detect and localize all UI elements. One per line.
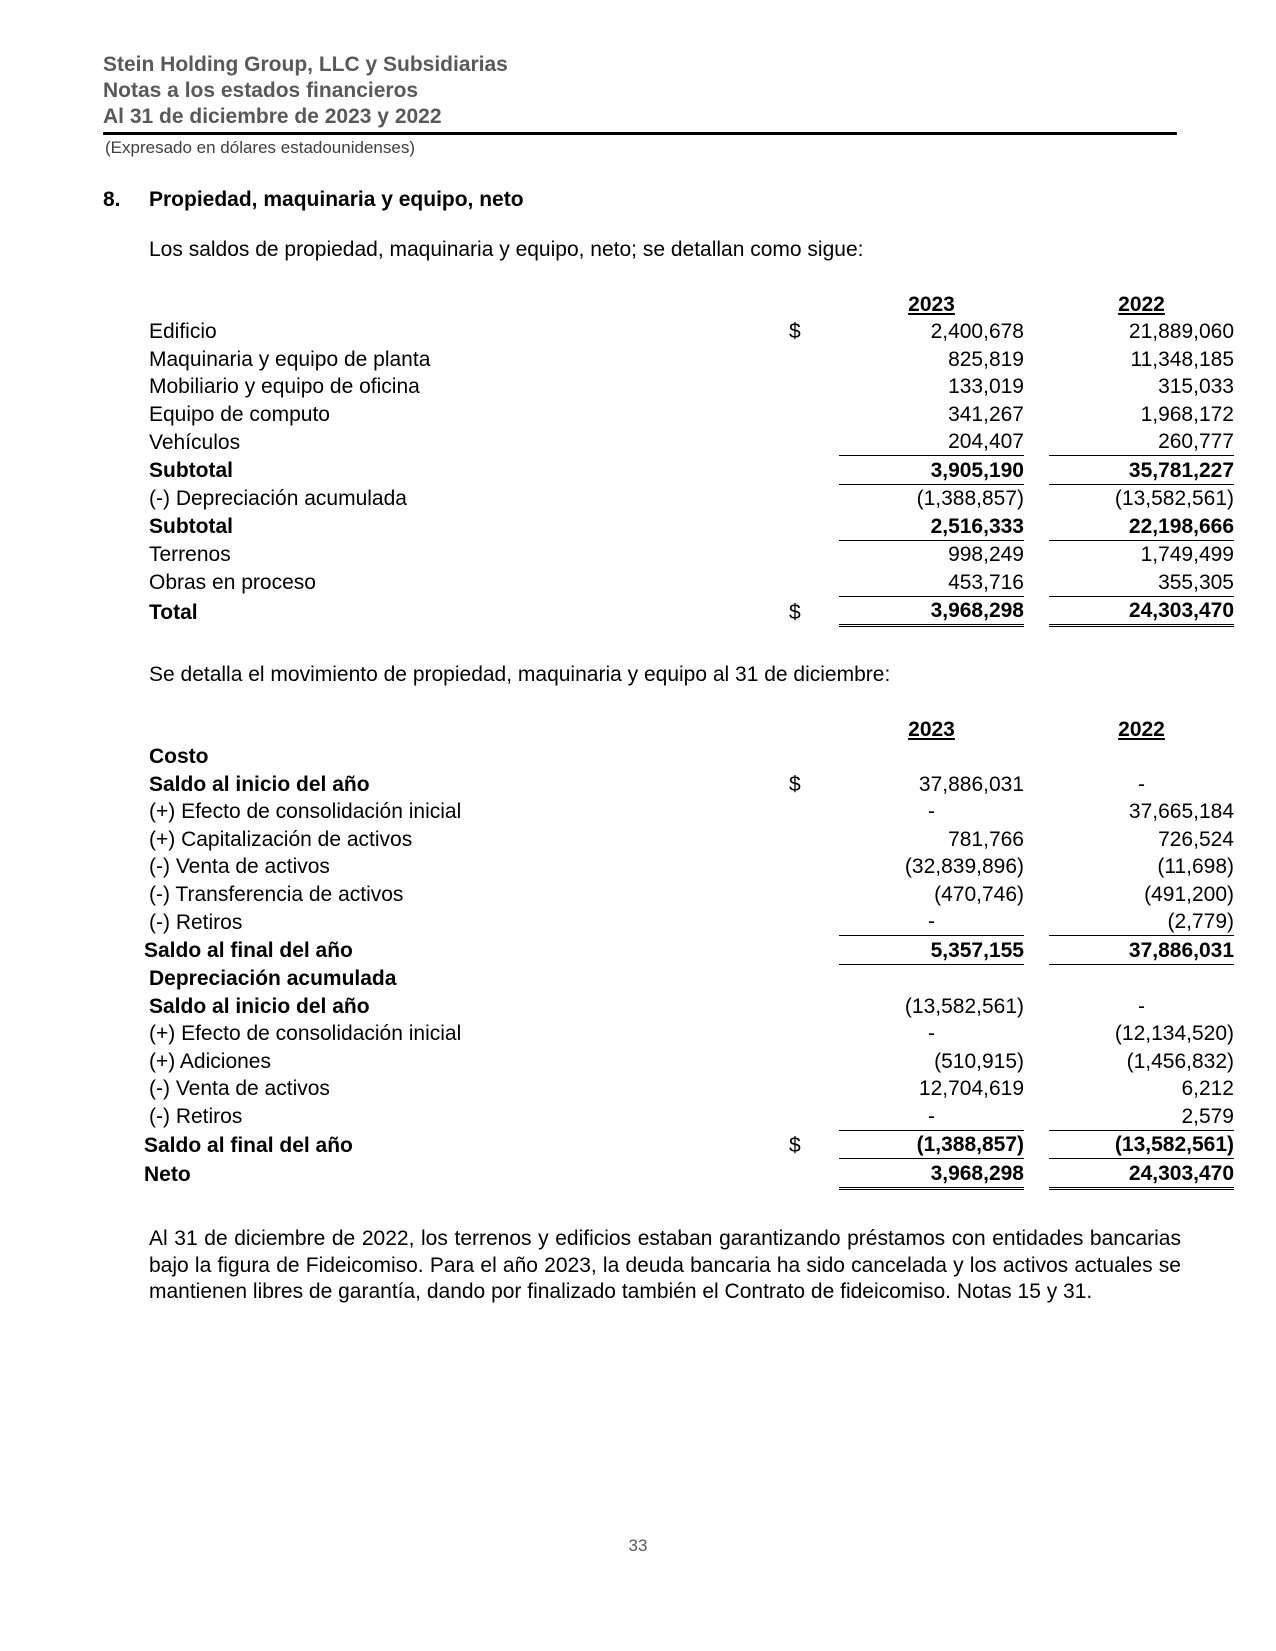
table-header-row [149, 715, 1234, 743]
value-2023: 37,886,031 [918, 772, 1024, 796]
value-2022: 21,889,060 [1128, 320, 1234, 343]
column-header-2023: 2023 [908, 717, 955, 741]
balances-intro: Los saldos de propiedad, maquinaria y equipo, neto; se detallan como sigue: [149, 238, 864, 261]
table-row [149, 1047, 1234, 1075]
period: Al 31 de diciembre de 2023 y 2022 [103, 105, 442, 128]
row-label: (+) Efecto de consolidación inicial [149, 1022, 462, 1045]
value-2022: (13,582,561) [1049, 484, 1234, 512]
value-2022: 260,777 [1158, 430, 1234, 453]
value-2023: (13,582,561) [904, 994, 1024, 1018]
row-label: Subtotal [149, 515, 233, 538]
row-label: (-) Venta de activos [149, 855, 330, 878]
group-heading-cost: Costo [149, 745, 209, 768]
subtotal-row [149, 1130, 1234, 1159]
value-2023: 781,766 [948, 827, 1024, 851]
subtotal-row [149, 456, 1234, 485]
row-label: (-) Retiros [149, 1105, 243, 1128]
value-2023: 3,905,190 [839, 456, 1024, 485]
table-row [149, 373, 1234, 401]
value-2022: 1,749,499 [1049, 540, 1234, 568]
row-label [144, 1130, 789, 1159]
value-2023: 3,968,298 [839, 1159, 1024, 1189]
value-2022: 24,303,470 [1049, 1159, 1234, 1189]
value-2022: - [1138, 772, 1145, 796]
row-label: Total [149, 600, 198, 624]
row-label: Terrenos [149, 543, 231, 566]
row-label [144, 936, 789, 965]
section-number: 8. [103, 188, 121, 211]
movement-table [144, 715, 1234, 1190]
value-2023: 2,516,333 [930, 514, 1024, 538]
table-row [149, 484, 1234, 512]
value-2022: 2,579 [1181, 1104, 1234, 1128]
value-2023: 998,249 [839, 540, 1024, 568]
row-label: Subtotal [149, 459, 233, 482]
value-2023: (32,839,896) [904, 855, 1024, 878]
header-rule [103, 132, 1177, 135]
value-2022: 726,524 [1158, 827, 1234, 851]
column-header-2022: 2022 [1118, 717, 1165, 741]
value-2022: 1,968,172 [1140, 402, 1234, 426]
currency-note: (Expresado en dólares estadounidenses) [105, 138, 415, 157]
value-2023: - [928, 1104, 935, 1128]
value-2022: 35,781,227 [1049, 456, 1234, 485]
value-2022: (1,456,832) [1126, 1049, 1234, 1073]
column-header-2022: 2022 [1118, 292, 1165, 316]
currency-symbol: $ [789, 600, 801, 624]
total-row [149, 596, 1234, 626]
subtotal-row [149, 512, 1234, 540]
value-2023: - [928, 910, 935, 933]
value-2023: 3,968,298 [839, 596, 1024, 626]
table-row [149, 798, 1234, 826]
table-row [149, 318, 1234, 346]
row-label-text: Neto [144, 1163, 191, 1186]
total-row [149, 1159, 1234, 1189]
value-2023: 133,019 [948, 375, 1024, 398]
value-2023: 453,716 [948, 570, 1024, 594]
table-header-row [149, 290, 1234, 318]
value-2023: 5,357,155 [839, 936, 1024, 965]
value-2022: (2,779) [1167, 910, 1234, 933]
table-row [149, 568, 1234, 596]
group-heading-depreciation: Depreciación acumulada [149, 967, 397, 990]
row-label: Edificio [149, 320, 217, 343]
currency-symbol: $ [789, 320, 801, 343]
row-label: (+) Efecto de consolidación inicial [149, 800, 462, 823]
table-row [149, 992, 1234, 1020]
table-row [149, 400, 1234, 428]
table-row [149, 1102, 1234, 1130]
value-2023: (470,746) [934, 882, 1024, 906]
table-row [149, 880, 1234, 908]
table-row [149, 540, 1234, 568]
row-label: Mobiliario y equipo de oficina [149, 375, 420, 398]
value-2022: (11,698) [1157, 855, 1234, 878]
group-heading-row [149, 743, 1234, 771]
row-label: (+) Capitalización de activos [149, 827, 413, 851]
row-label: Saldo al inicio del año [149, 772, 370, 796]
page-number: 33 [628, 1536, 648, 1555]
row-label: (-) Venta de activos [149, 1077, 330, 1100]
section-title-text: Propiedad, maquinaria y equipo, neto [149, 188, 524, 211]
row-label-text: Saldo al final del año [144, 1133, 353, 1157]
note-paragraph: Al 31 de diciembre de 2022, los terrenos y edificios estaban garantizando préstamos con entidades bancarias bajo la figura de Fideicomiso. Para el año 2023, la deuda bancaria ha sido cancelada y los activos actuales se mantienen libres de garantía, dando por finalizado también el Contrato de fideicomiso. Notas 15 y 31. [149, 1227, 1181, 1303]
row-label [144, 1159, 789, 1189]
value-2023: (1,388,857) [839, 1130, 1024, 1159]
value-2023: 12,704,619 [918, 1077, 1024, 1100]
value-2022: 24,303,470 [1049, 596, 1234, 626]
value-2023: (510,915) [934, 1049, 1024, 1073]
row-label: (-) Retiros [149, 910, 243, 934]
value-2023: 825,819 [948, 347, 1024, 371]
row-label: (-) Transferencia de activos [149, 882, 404, 906]
value-2023: (1,388,857) [839, 484, 1024, 512]
table-row [149, 825, 1234, 853]
document-title: Notas a los estados financieros [103, 79, 419, 102]
row-label: Maquinaria y equipo de planta [149, 347, 431, 371]
value-2022: 37,886,031 [1049, 936, 1234, 965]
value-2022: 11,348,185 [1130, 347, 1234, 371]
value-2023: 2,400,678 [930, 320, 1024, 343]
value-2022: 355,305 [1158, 570, 1234, 594]
value-2022: (491,200) [1144, 882, 1234, 906]
value-2023: - [928, 1022, 935, 1045]
table-row [149, 345, 1234, 373]
balances-table [149, 290, 1234, 627]
group-heading-row [149, 964, 1234, 992]
subtotal-row [149, 936, 1234, 965]
value-2022: 315,033 [1158, 375, 1234, 398]
column-header-2023: 2023 [908, 292, 955, 316]
row-label: Obras en proceso [149, 571, 316, 594]
value-2022: (13,582,561) [1049, 1130, 1234, 1159]
section-title [103, 188, 524, 212]
table-row [149, 853, 1234, 881]
currency-symbol: $ [789, 1133, 801, 1157]
value-2022: 6,212 [1181, 1077, 1234, 1100]
value-2022: 22,198,666 [1128, 514, 1234, 538]
row-label: Equipo de computo [149, 402, 330, 426]
value-2023: 204,407 [948, 430, 1024, 453]
row-label: Saldo al inicio del año [149, 994, 370, 1018]
table-row [149, 1020, 1234, 1048]
movement-intro: Se detalla el movimiento de propiedad, maquinaria y equipo al 31 de diciembre: [149, 663, 891, 686]
row-label: (-) Depreciación acumulada [149, 487, 407, 510]
value-2023: - [928, 800, 935, 823]
value-2022: - [1138, 994, 1145, 1018]
table-row [149, 428, 1234, 456]
row-label: Vehículos [149, 430, 241, 454]
currency-symbol: $ [789, 772, 801, 796]
value-2023: 341,267 [948, 402, 1024, 426]
row-label: (+) Adiciones [149, 1049, 271, 1073]
table-row [149, 908, 1234, 936]
row-label-text: Saldo al final del año [144, 939, 353, 962]
value-2022: 37,665,184 [1128, 800, 1234, 823]
table-row [149, 1075, 1234, 1103]
company-name: Stein Holding Group, LLC y Subsidiarias [103, 53, 508, 76]
table-row [149, 770, 1234, 798]
value-2022: (12,134,520) [1114, 1022, 1234, 1045]
